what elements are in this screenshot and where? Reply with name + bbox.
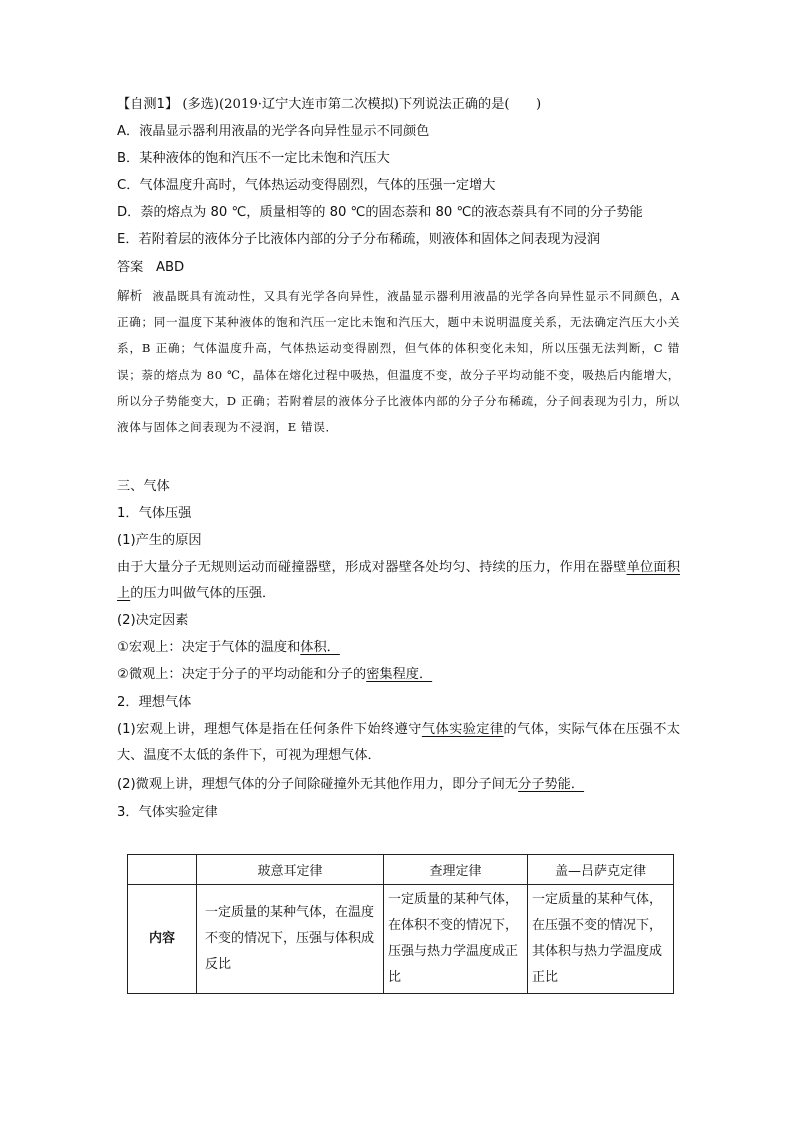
question-header bbox=[117, 96, 541, 114]
table-row bbox=[128, 885, 674, 994]
macro-underline: 体积． bbox=[300, 640, 340, 655]
heading-gas-laws: 3．气体实验定律 bbox=[117, 805, 218, 820]
section-title: 三、气体 bbox=[117, 479, 170, 494]
answer-value: ABD bbox=[155, 260, 185, 275]
ideal-micro-line bbox=[117, 776, 584, 794]
ideal-micro-underline: 分子势能． bbox=[518, 777, 585, 792]
gas-laws-table bbox=[127, 854, 674, 994]
table-cell-charles: 一定质量的某种气体，在体积不变的情况下，压强与热力学温度成正比 bbox=[384, 885, 528, 994]
micro-line bbox=[117, 666, 432, 684]
option-b: B．某种液体的饱和汽压不一定比未饱和汽压大 bbox=[117, 151, 390, 166]
ideal-macro-text: (1)宏观上讲，理想气体是指在任何条件下始终遵守 bbox=[117, 722, 422, 737]
table-cell-boyle: 一定质量的某种气体，在温度不变的情况下，压强与体积成反比 bbox=[197, 885, 384, 994]
answer-label: 答案 bbox=[117, 260, 144, 275]
paragraph-cause-text: 由于大量分子无规则运动而碰撞器壁，形成对器壁各处均匀、持续的压力，作用在器壁 bbox=[117, 560, 627, 575]
table-cell-gay-lussac: 一定质量的某种气体，在压强不变的情况下，其体积与热力学温度成正比 bbox=[528, 885, 674, 994]
question-stem: 下列说法正确的是( ) bbox=[398, 97, 542, 112]
question-source: (2019·辽宁大连市第二次模拟) bbox=[219, 97, 399, 112]
table-header-gay-lussac: 盖—吕萨克定律 bbox=[528, 855, 674, 885]
heading-cause: (1)产生的原因 bbox=[117, 533, 202, 548]
answer-line bbox=[117, 259, 184, 277]
macro-line bbox=[117, 639, 340, 657]
table-header-empty bbox=[128, 855, 197, 885]
analysis-label: 解析 bbox=[117, 288, 143, 303]
micro-underline: 密集程度． bbox=[366, 667, 433, 682]
heading-ideal-gas: 2．理想气体 bbox=[117, 695, 192, 710]
table-header-boyle: 玻意耳定律 bbox=[197, 855, 384, 885]
paragraph-cause bbox=[117, 555, 680, 607]
paragraph-ideal-macro bbox=[117, 717, 680, 769]
micro-text: ②微观上：决定于分子的平均动能和分子的 bbox=[117, 667, 367, 682]
ideal-macro-tail: 的气体，实际气体在压强不太大、温度不太低的条件下，可视为理想气体． bbox=[117, 722, 681, 763]
analysis-text: 液晶既具有流动性，又具有光学各向异性，液晶显示器利用液晶的光学各向异性显示不同颜色，A 正确；同一温度下某种液体的饱和汽压一定比未饱和汽压大，题中未说明温度关系，无法确定汽压大小关系，B 正确；气体温度升高，气体热运动变得剧烈，但气体的体积变化未知，所以压强无法判断，C 错误；萘的熔点为 80 ℃，晶体在熔化过程中吸热，但温度不变，故分子平均动能不变，吸热后内能增大，所以分子势能变大，D 正确；若附着层的液体分子比液体内部的分子分布稀疏，分子间表现为引力，所以液体与固体之间表现为不浸润，E 错误． bbox=[117, 289, 680, 435]
question-type: (多选) bbox=[182, 97, 220, 112]
paragraph-cause-underline: 单位面积上 bbox=[117, 560, 681, 601]
option-d: D．萘的熔点为 80 ℃，质量相等的 80 ℃的固态萘和 80 ℃的液态萘具有不同的分子势能 bbox=[117, 205, 643, 220]
table-header-charles: 查理定律 bbox=[384, 855, 528, 885]
table-row-label: 内容 bbox=[128, 885, 197, 994]
heading-gas-pressure: 1．气体压强 bbox=[117, 506, 192, 521]
analysis-block bbox=[117, 283, 680, 440]
option-c: C．气体温度升高时，气体热运动变得剧烈，气体的压强一定增大 bbox=[117, 178, 496, 193]
option-a: A．液晶显示器利用液晶的光学各向异性显示不同颜色 bbox=[117, 124, 430, 139]
paragraph-cause-tail: 的压力叫做气体的压强． bbox=[130, 586, 276, 601]
heading-factors: (2)决定因素 bbox=[117, 613, 189, 628]
ideal-micro-text: (2)微观上讲，理想气体的分子间除碰撞外无其他作用力，即分子间无 bbox=[117, 777, 519, 792]
table-header-row bbox=[128, 855, 674, 885]
macro-text: ①宏观上：决定于气体的温度和 bbox=[117, 640, 301, 655]
question-tag: 【自测1】 bbox=[117, 97, 179, 112]
option-e: E．若附着层的液体分子比液体内部的分子分布稀疏，则液体和固体之间表现为浸润 bbox=[117, 232, 601, 247]
ideal-macro-underline: 气体实验定律 bbox=[421, 722, 504, 737]
